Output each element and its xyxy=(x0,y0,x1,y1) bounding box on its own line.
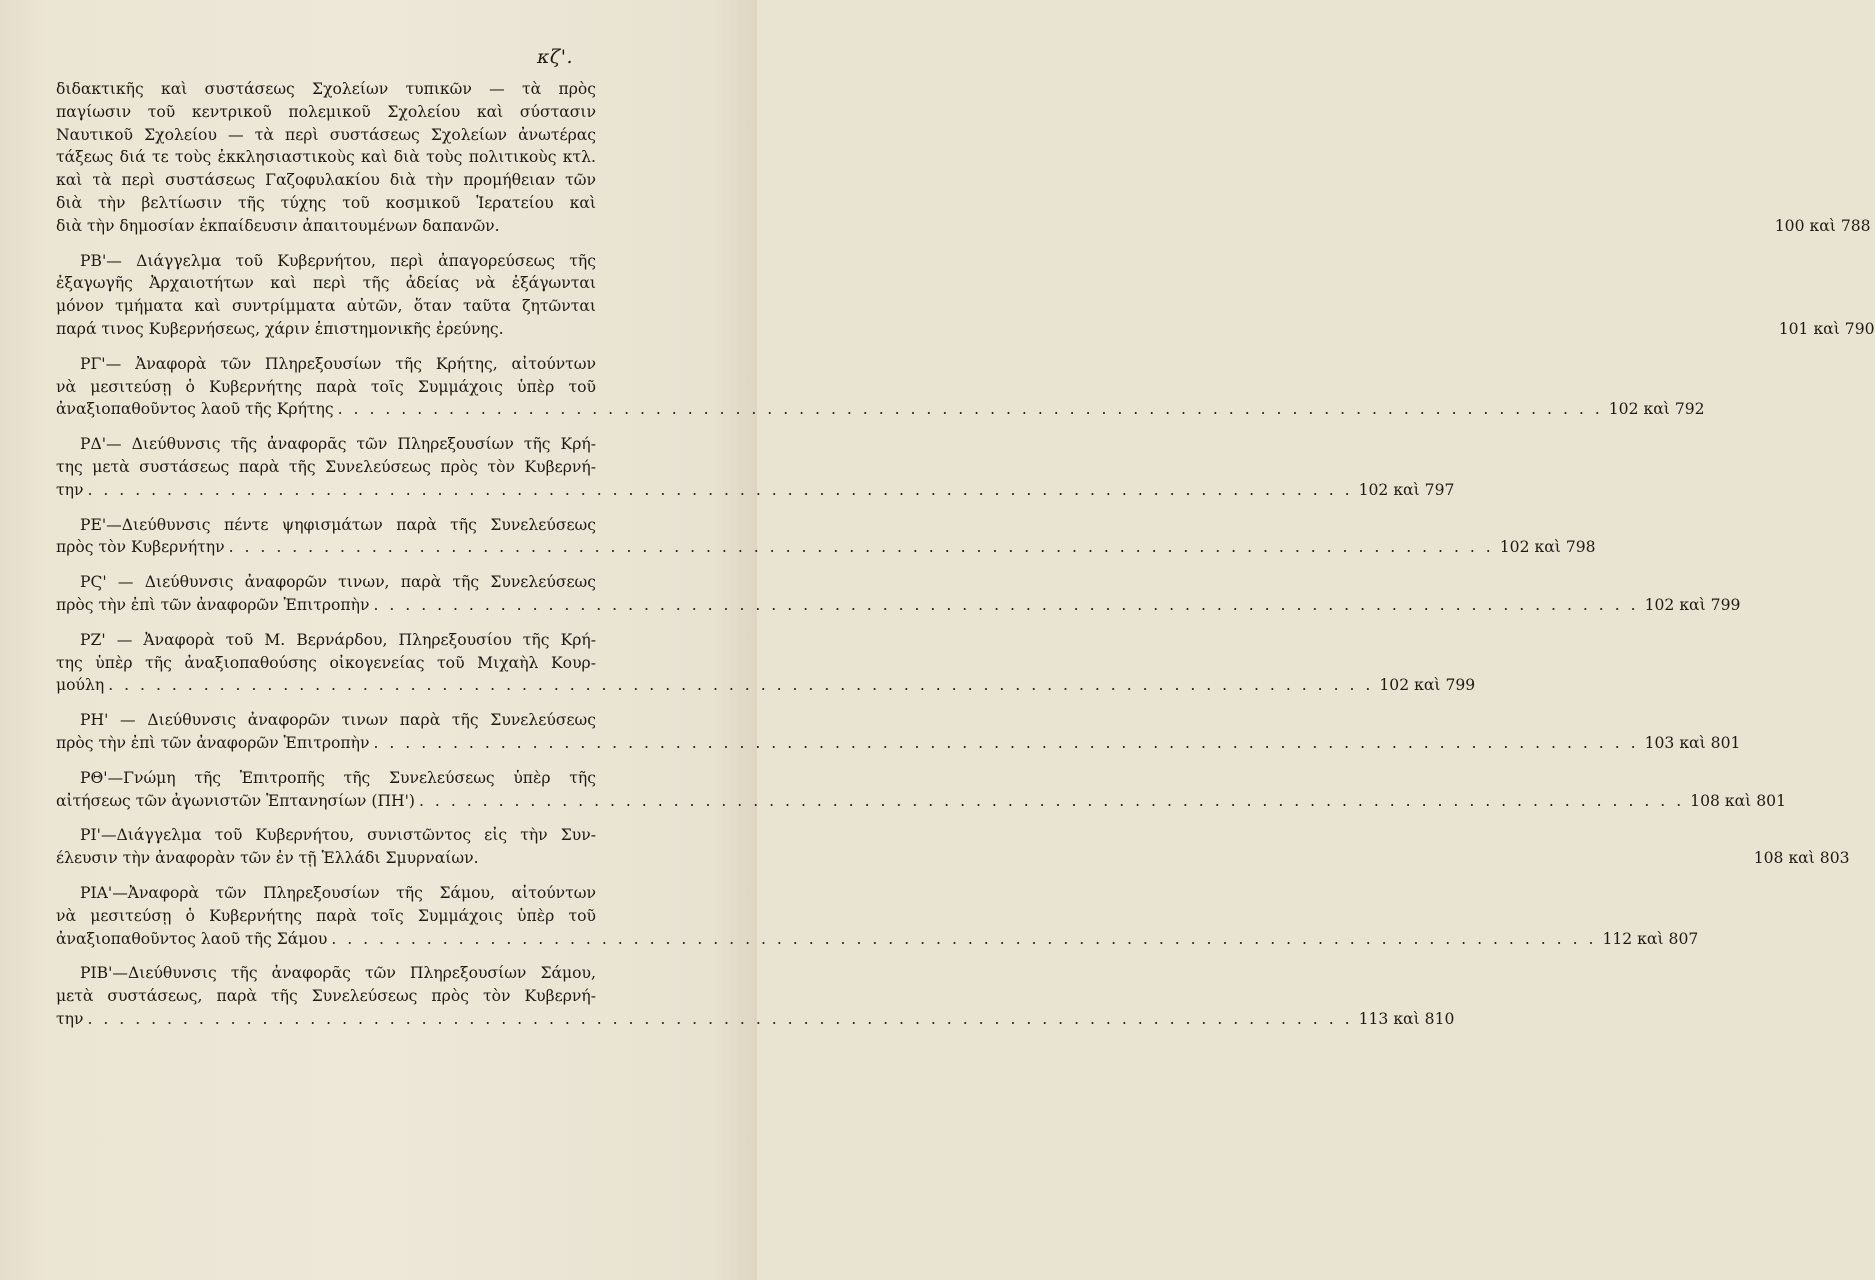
entry-text-line: ΡΗ' — Διεύθυνσις ἀναφορῶν τινων παρὰ τῆς Συνελεύσεως xyxy=(80,711,596,730)
entry-final-text: διὰ τὴν δημοσίαν ἐκπαίδευσιν ἀπαιτουμένων δαπανῶν. xyxy=(56,216,500,235)
entry-text-line: παγίωσιν τοῦ κεντρικοῦ πολεμικοῦ Σχολείου καὶ σύστασιν xyxy=(56,102,596,121)
toc-entry xyxy=(56,767,1786,813)
entry-last-line xyxy=(56,674,1476,697)
page-reference: 101 καὶ 790 xyxy=(1778,319,1875,338)
page-reference: 108 καὶ 803 xyxy=(1753,849,1850,868)
toc-entry xyxy=(56,629,1476,697)
dot-leader xyxy=(104,674,1377,697)
page-reference: 113 καὶ 810 xyxy=(1358,1009,1455,1028)
entry-last-line xyxy=(56,215,1871,238)
entry-text-line: διδακτικῆς καὶ συστάσεως Σχολείων τυπικῶν — τὰ πρὸς xyxy=(56,80,596,98)
entry-last-line xyxy=(56,790,1786,813)
entry-final-text: αἰτήσεως τῶν ἀγωνιστῶν Ἑπτανησίων (ΠΗ') xyxy=(56,791,416,810)
dot-leader xyxy=(334,398,1607,421)
entry-final-text: την xyxy=(56,480,84,499)
dot-leader xyxy=(415,790,1688,813)
toc-entry xyxy=(56,433,1455,501)
page-reference: 103 καὶ 801 xyxy=(1644,733,1741,752)
entry-final-text: πρὸς τὸν Κυβερνήτην xyxy=(56,538,225,557)
page-reference: 108 καὶ 801 xyxy=(1690,791,1786,810)
entry-text-line: ΡΙΑ'—Ἀναφορὰ τῶν Πληρεξουσίων τῆς Σάμου, αἰτούντων xyxy=(80,883,596,902)
dot-leader xyxy=(225,536,1498,559)
entry-text-line: νὰ μεσιτεύσῃ ὁ Κυβερνήτης παρὰ τοῖς Συμμάχοις ὑπὲρ τοῦ xyxy=(56,906,596,925)
toc-entry xyxy=(56,78,1871,238)
dot-leader xyxy=(369,594,1642,617)
entry-text-line: ΡϚ' — Διεύθυνσις ἀναφορῶν τινων, παρὰ τῆς Συνελεύσεως xyxy=(80,573,596,592)
entry-text-line: μετὰ συστάσεως, παρὰ τῆς Συνελεύσεως πρὸς τὸν Κυβερνή- xyxy=(56,987,596,1006)
toc-entry xyxy=(56,353,1705,421)
entry-text-line: ΡΓ'— Ἀναφορὰ τῶν Πληρεξουσίων τῆς Κρήτης, αἰτούντων xyxy=(80,354,596,373)
entry-last-line xyxy=(56,318,1875,341)
page-reference: 102 καὶ 799 xyxy=(1644,595,1741,614)
entry-text-line: μόνον τμήματα καὶ συντρίμματα αὐτῶν, ὅταν ταῦτα ζητῶνται xyxy=(56,297,596,316)
entry-last-line xyxy=(56,594,1741,617)
entry-text-line: ΡΕ'—Διεύθυνσις πέντε ψηφισμάτων παρὰ τῆς Συνελεύσεως xyxy=(80,515,596,534)
entry-text-line: ΡΒ'— Διάγγελμα τοῦ Κυβερνήτου, περὶ ἀπαγορεύσεως τῆς xyxy=(80,251,596,270)
entry-text-line: ΡΖ' — Ἀναφορὰ τοῦ Μ. Βερνάρδου, Πληρεξουσίου τῆς Κρή- xyxy=(80,630,596,649)
dot-leader xyxy=(83,1008,1356,1031)
toc-entry xyxy=(56,571,1741,617)
entry-last-line xyxy=(56,928,1699,951)
page-reference: 102 καὶ 792 xyxy=(1608,400,1705,419)
entry-final-text: ἀναξιοπαθοῦντος λαοῦ τῆς Σάμου xyxy=(56,929,328,948)
entry-text-line: Ναυτικοῦ Σχολείου — τὰ περὶ συστάσεως Σχολείων ἀνωτέρας xyxy=(56,125,596,144)
entry-last-line xyxy=(56,1008,1455,1031)
toc-entry xyxy=(56,514,1596,560)
toc-entry xyxy=(56,250,1875,341)
entry-final-text: έλευσιν τὴν ἀναφορὰν τῶν ἐν τῇ Ἑλλάδι Σμυρναίων. xyxy=(56,849,479,868)
entry-text-line: ΡΔ'— Διεύθυνσις τῆς ἀναφορᾶς τῶν Πληρεξουσίων τῆς Κρή- xyxy=(80,435,596,454)
entry-final-text: μούλη xyxy=(56,676,105,695)
toc-entry xyxy=(56,962,1455,1030)
entry-text-line: διὰ τὴν βελτίωσιν τῆς τύχης τοῦ κοσμικοῦ Ἱερατείου καὶ xyxy=(56,193,596,212)
entry-last-line xyxy=(56,536,1596,559)
entry-text-line: νὰ μεσιτεύσῃ ὁ Κυβερνήτης παρὰ τοῖς Συμμάχοις ὑπὲρ τοῦ xyxy=(56,377,596,396)
entry-last-line xyxy=(56,732,1741,755)
toc-entry xyxy=(56,882,1699,950)
page-reference: 100 καὶ 788 xyxy=(1774,216,1871,235)
entry-final-text: πρὸς τὴν ἐπὶ τῶν ἀναφορῶν Ἐπιτροπὴν xyxy=(56,595,370,614)
page-number: κζ'. xyxy=(536,46,573,68)
page-reference: 102 καὶ 799 xyxy=(1379,676,1476,695)
entry-last-line xyxy=(56,847,1850,870)
dot-leader xyxy=(83,479,1356,502)
entry-text-line: καὶ τὰ περὶ συστάσεως Γαζοφυλακίου διὰ τὴν προμήθειαν τῶν xyxy=(56,171,596,190)
entry-text-line: ΡΘ'—Γνώμη τῆς Ἐπιτροπῆς τῆς Συνελεύσεως ὑπὲρ τῆς xyxy=(80,768,596,787)
entry-text-line: της μετὰ συστάσεως παρὰ τῆς Συνελεύσεως πρὸς τὸν Κυβερνή- xyxy=(56,457,596,476)
entry-text-line: τάξεως διά τε τοὺς ἐκκλησιαστικοὺς καὶ διὰ τοὺς πολιτικοὺς κτλ. xyxy=(56,148,596,167)
entry-final-text: την xyxy=(56,1009,84,1028)
toc-entry xyxy=(56,709,1741,755)
toc-entry xyxy=(56,824,1850,870)
entry-final-text: παρά τινος Κυβερνήσεως, χάριν ἐπιστημονικῆς ἐρεύνης. xyxy=(56,319,504,338)
page-reference: 102 καὶ 797 xyxy=(1358,480,1455,499)
entry-last-line xyxy=(56,479,1455,502)
entry-text-line: ΡΙΒ'—Διεύθυνσις τῆς ἀναφορᾶς τῶν Πληρεξουσίων Σάμου, xyxy=(80,964,596,983)
page-reference: 102 καὶ 798 xyxy=(1499,538,1596,557)
page-reference: 112 καὶ 807 xyxy=(1602,929,1699,948)
entry-text-line: της ὑπὲρ τῆς ἀναξιοπαθούσης οἰκογενείας τοῦ Μιχαὴλ Κουρ- xyxy=(56,653,596,672)
entry-final-text: ἀναξιοπαθοῦντος λαοῦ τῆς Κρήτης xyxy=(56,400,334,419)
dot-leader xyxy=(327,928,1600,951)
entry-final-text: πρὸς τὴν ἐπὶ τῶν ἀναφορῶν Ἐπιτροπὴν xyxy=(56,733,370,752)
table-of-contents xyxy=(56,78,1875,1031)
entry-text-line: ἐξαγωγῆς Ἀρχαιοτήτων καὶ περὶ τῆς ἀδείας νὰ ἐξάγωνται xyxy=(56,274,596,293)
entry-text-line: ΡΙ'—Διάγγελμα τοῦ Κυβερνήτου, συνιστῶντος εἰς τὴν Συν- xyxy=(80,826,596,845)
entry-last-line xyxy=(56,398,1705,421)
dot-leader xyxy=(369,732,1642,755)
